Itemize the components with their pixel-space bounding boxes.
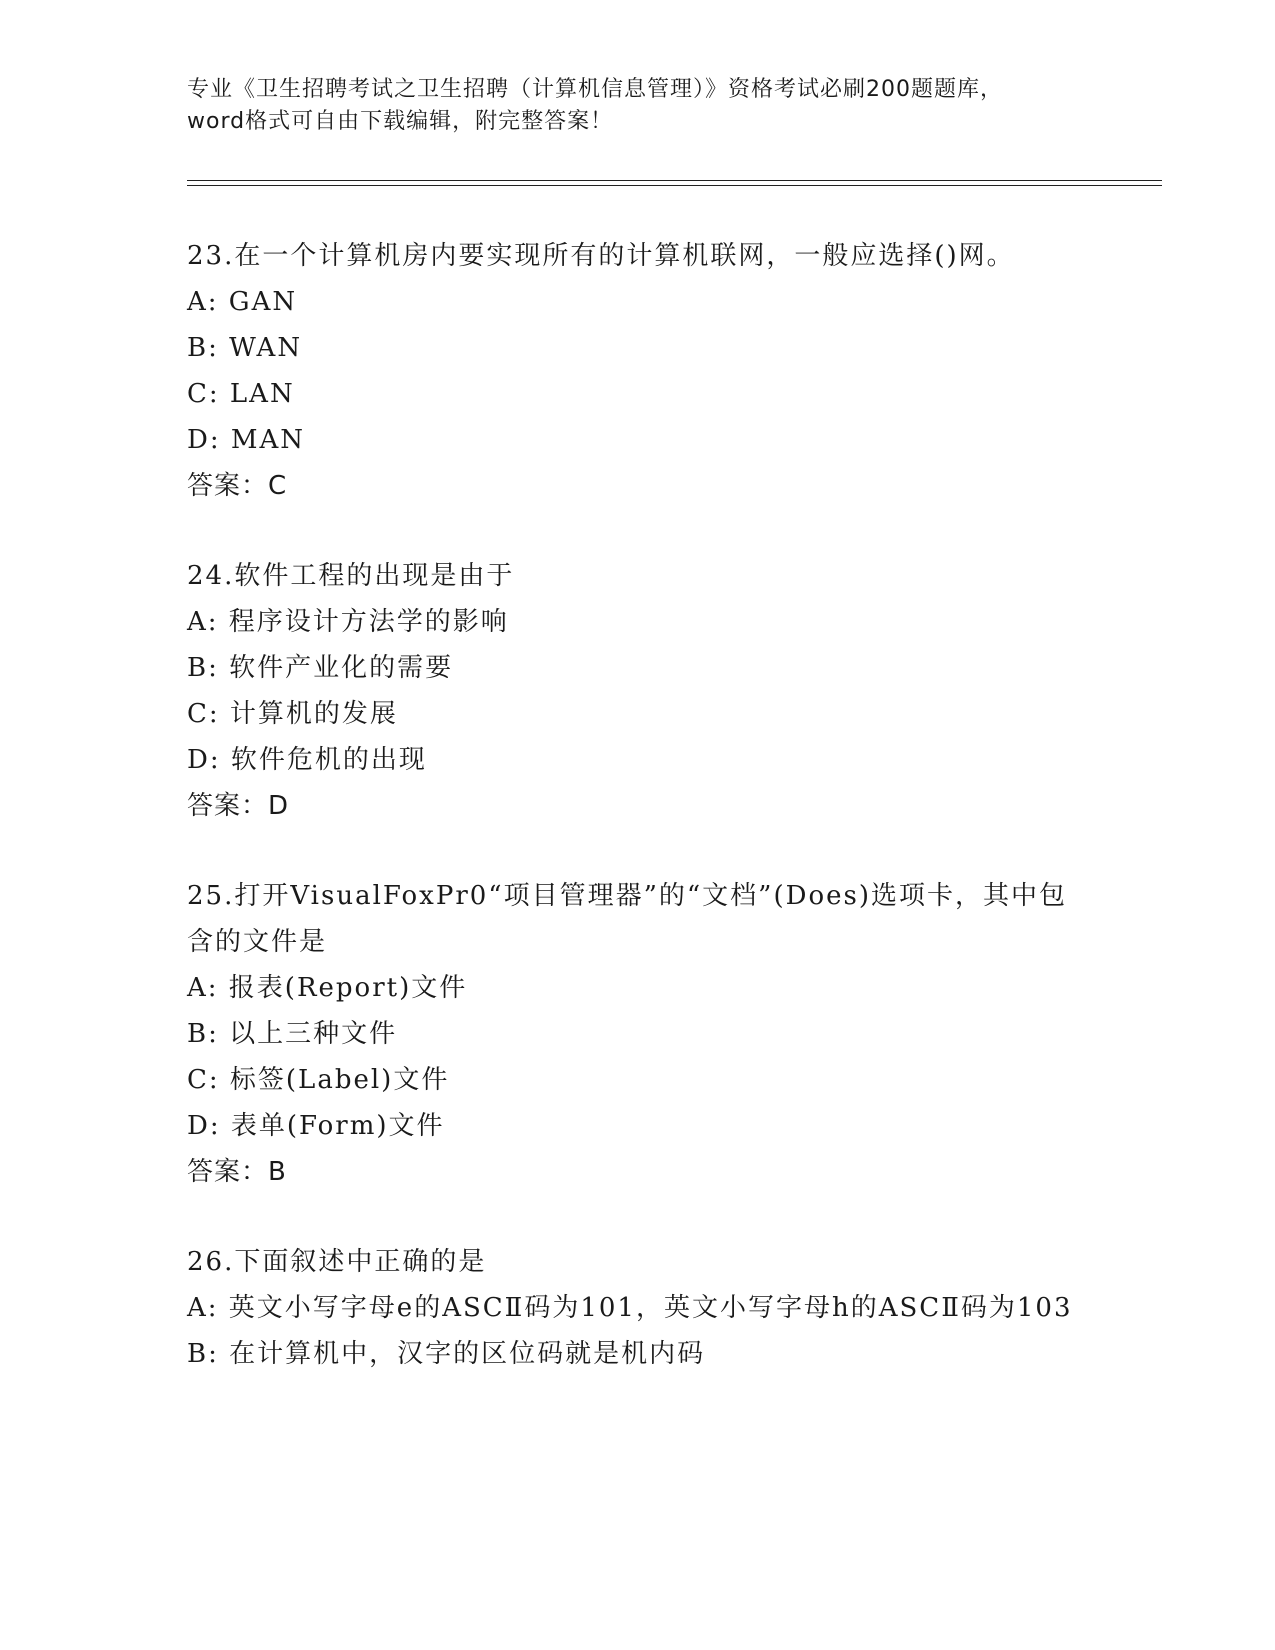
option-b: B: 以上三种文件 xyxy=(187,1019,398,1049)
option-d: D: 表单(Form)文件 xyxy=(187,1111,445,1141)
option-d: D: 软件危机的出现 xyxy=(187,745,427,775)
option-a: A: GAN xyxy=(187,287,298,317)
option-c: C: 标签(Label)文件 xyxy=(187,1065,450,1095)
header-line-2: word格式可自由下载编辑，附完整答案！ xyxy=(187,109,614,134)
question-list xyxy=(187,233,1107,1421)
question-25 xyxy=(187,873,1107,1195)
option-c: C: LAN xyxy=(187,379,295,409)
document-header xyxy=(187,74,1107,138)
option-c: C: 计算机的发展 xyxy=(187,699,398,729)
question-stem: 24.软件工程的出现是由于 xyxy=(187,561,515,591)
option-a: A: 程序设计方法学的影响 xyxy=(187,607,509,637)
question-23 xyxy=(187,233,1107,509)
answer-label: 答案：D xyxy=(187,791,290,821)
answer-label: 答案：B xyxy=(187,1157,287,1187)
question-stem: 25.打开VisualFoxPr0“项目管理器”的“文档”(Does)选项卡，其中包含的文件是 xyxy=(187,881,1067,957)
question-stem: 23.在一个计算机房内要实现所有的计算机联网，一般应选择()网。 xyxy=(187,241,1015,271)
option-b: B: 软件产业化的需要 xyxy=(187,653,454,683)
question-stem: 26.下面叙述中正确的是 xyxy=(187,1247,487,1277)
option-a: A: 英文小写字母e的ASCⅡ码为101，英文小写字母h的ASCⅡ码为103 xyxy=(187,1293,1073,1323)
option-b: B: WAN xyxy=(187,333,303,363)
option-a: A: 报表(Report)文件 xyxy=(187,973,468,1003)
option-d: D: MAN xyxy=(187,425,306,455)
answer-label: 答案：C xyxy=(187,471,288,501)
header-line-1: 专业《卫生招聘考试之卫生招聘（计算机信息管理）》资格考试必刷200题题库， xyxy=(187,77,1003,102)
header-divider-bottom xyxy=(187,185,1162,186)
question-24 xyxy=(187,553,1107,829)
option-b: B: 在计算机中，汉字的区位码就是机内码 xyxy=(187,1339,706,1369)
header-divider-top xyxy=(187,180,1162,181)
question-26 xyxy=(187,1239,1107,1377)
